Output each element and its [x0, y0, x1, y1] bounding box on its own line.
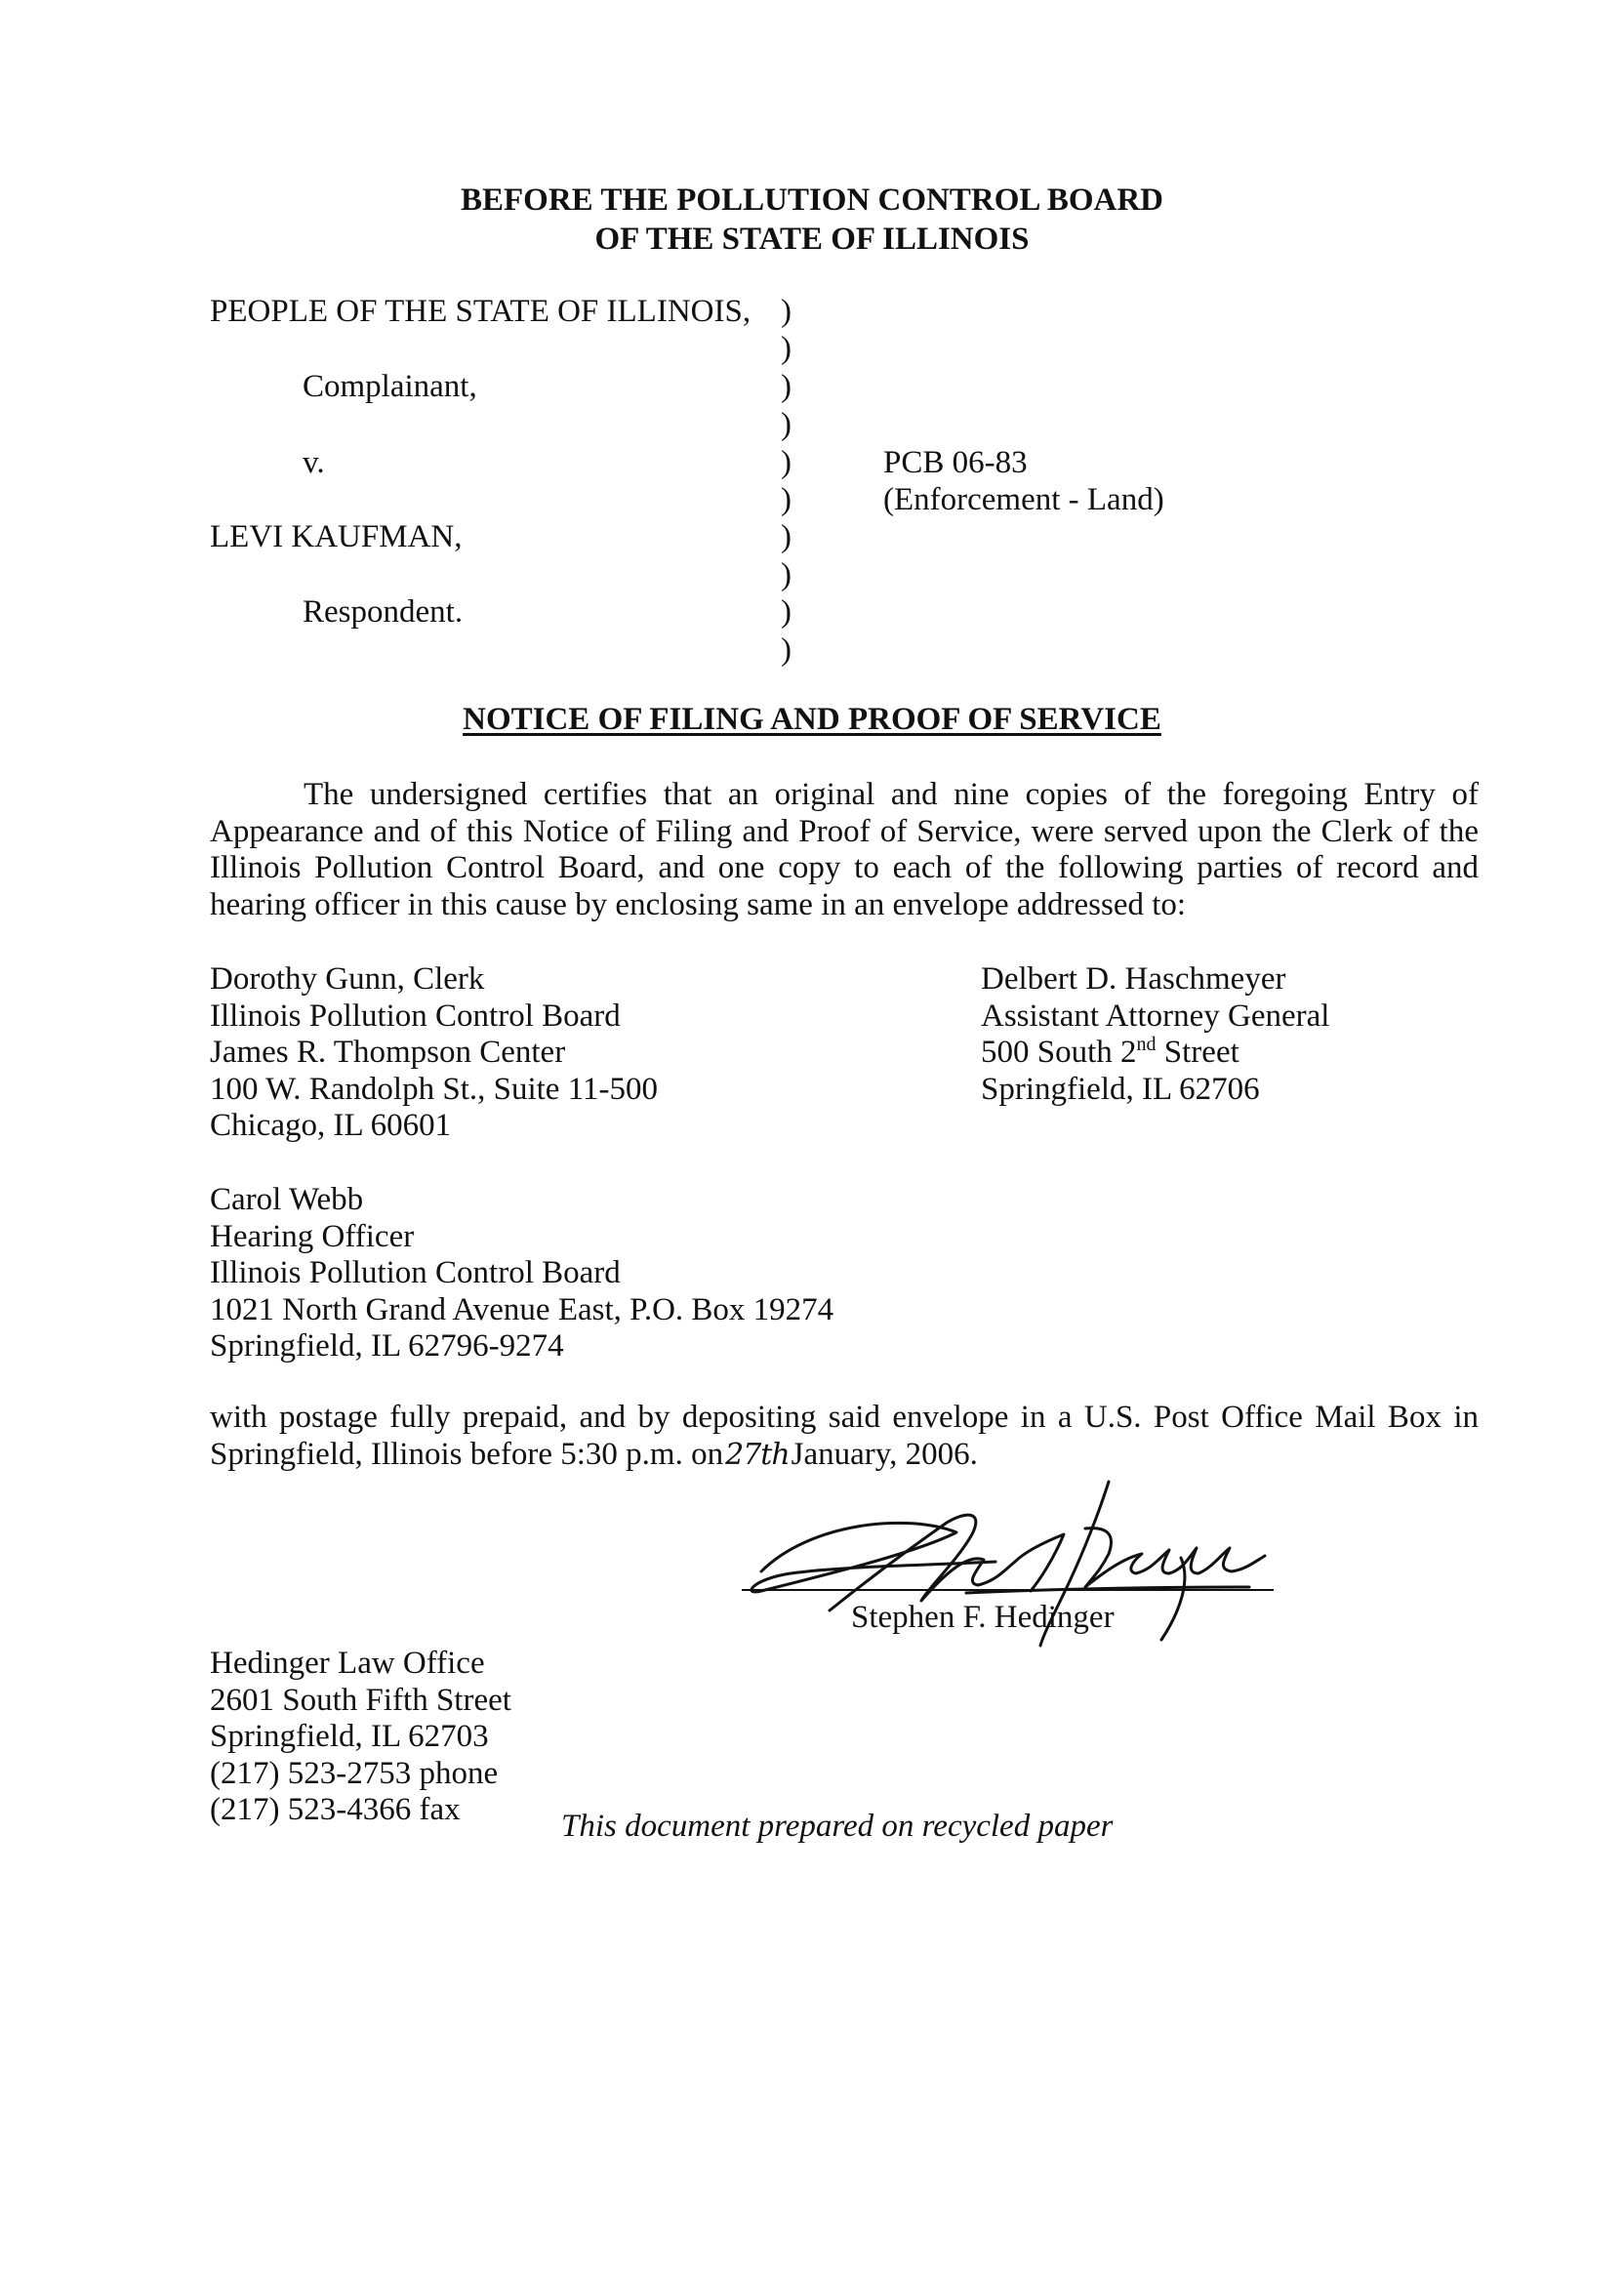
signer-printed-name: Stephen F. Hedinger [851, 1600, 1115, 1635]
firm-line: Hedinger Law Office [210, 1646, 485, 1681]
caption-paren: ) [781, 369, 792, 404]
certification-text: The undersigned certifies that an original and nine copies of the foregoing Entry of Appearance and of this Notice of Filing and Proof of Service, were served upon the Clerk of the Illinois Pollution Control Board, and one copy to each of the following parties of record and hearing officer in this cause by enclosing same in an envelope addressed to: [210, 777, 1479, 922]
respondent-role: Respondent. [303, 594, 464, 630]
versus: v. [303, 445, 325, 480]
address-line: Hearing Officer [210, 1218, 415, 1254]
firm-line: Springfield, IL 62703 [210, 1719, 489, 1754]
address-line: Dorothy Gunn, Clerk [210, 961, 485, 997]
address-line [981, 1035, 1329, 1072]
case-number: PCB 06-83 [883, 445, 1028, 480]
address-line: 1021 North Grand Avenue East, P.O. Box 19274 [210, 1291, 834, 1327]
firm-line: (217) 523-2753 phone [210, 1755, 499, 1791]
address-line: Springfield, IL 62796-9274 [210, 1328, 564, 1364]
handwritten-day: 27th [725, 1437, 790, 1472]
street-prefix: 500 South 2 [981, 1035, 1137, 1070]
address-line: Illinois Pollution Control Board [210, 998, 621, 1034]
mailing-line-2-prefix: Springfield, Illinois before 5:30 p.m. on [210, 1436, 724, 1472]
respondent-party: LEVI KAUFMAN, [210, 519, 463, 554]
address-line: Springfield, IL 62706 [981, 1071, 1260, 1107]
caption-paren: ) [781, 557, 792, 592]
recycled-paper-note: This document prepared on recycled paper [561, 1809, 1114, 1844]
board-heading-line1: BEFORE THE POLLUTION CONTROL BOARD [460, 183, 1164, 218]
caption-paren: ) [781, 632, 792, 668]
certification-paragraph [210, 777, 1479, 923]
firm-line: 2601 South Fifth Street [210, 1682, 511, 1718]
address-line: Illinois Pollution Control Board [210, 1255, 621, 1290]
address-line: Carol Webb [210, 1182, 364, 1217]
clerk-address-block [210, 961, 658, 1145]
firm-line: (217) 523-4366 fax [210, 1792, 461, 1827]
street-suffix: Street [1156, 1035, 1239, 1070]
mailing-line-1: with postage fully prepaid, and by depositing said envelope in a U.S. Post Office Mail Box in [210, 1400, 1479, 1435]
complainant-role: Complainant, [303, 369, 477, 404]
mailing-paragraph [210, 1400, 1479, 1473]
street-ordinal: nd [1136, 1034, 1157, 1055]
caption-paren: ) [781, 445, 792, 480]
document-title [0, 701, 1624, 738]
address-line: James R. Thompson Center [210, 1035, 566, 1070]
caption-paren: ) [781, 407, 792, 442]
document-title-text: NOTICE OF FILING AND PROOF OF SERVICE [463, 702, 1161, 737]
address-line: Assistant Attorney General [981, 998, 1330, 1034]
caption-paren: ) [781, 331, 792, 366]
hearing-officer-address-block [210, 1182, 833, 1365]
firm-address-block [210, 1646, 511, 1829]
caption-paren: ) [781, 482, 792, 517]
signature-line [742, 1589, 1274, 1591]
caption-paren: ) [781, 519, 792, 554]
attorney-address-block [981, 961, 1329, 1108]
address-line: Delbert D. Haschmeyer [981, 961, 1286, 997]
caption-paren: ) [781, 594, 792, 630]
handwritten-signature [722, 1464, 1269, 1669]
address-line: 100 W. Randolph St., Suite 11-500 [210, 1071, 658, 1107]
address-line: Chicago, IL 60601 [210, 1108, 452, 1143]
complainant-party: PEOPLE OF THE STATE OF ILLINOIS, [210, 294, 751, 329]
board-heading-line2: OF THE STATE OF ILLINOIS [594, 222, 1030, 257]
caption-paren: ) [781, 294, 792, 329]
case-type: (Enforcement - Land) [883, 482, 1164, 517]
mailing-line-2-suffix: January, 2006. [791, 1436, 978, 1472]
